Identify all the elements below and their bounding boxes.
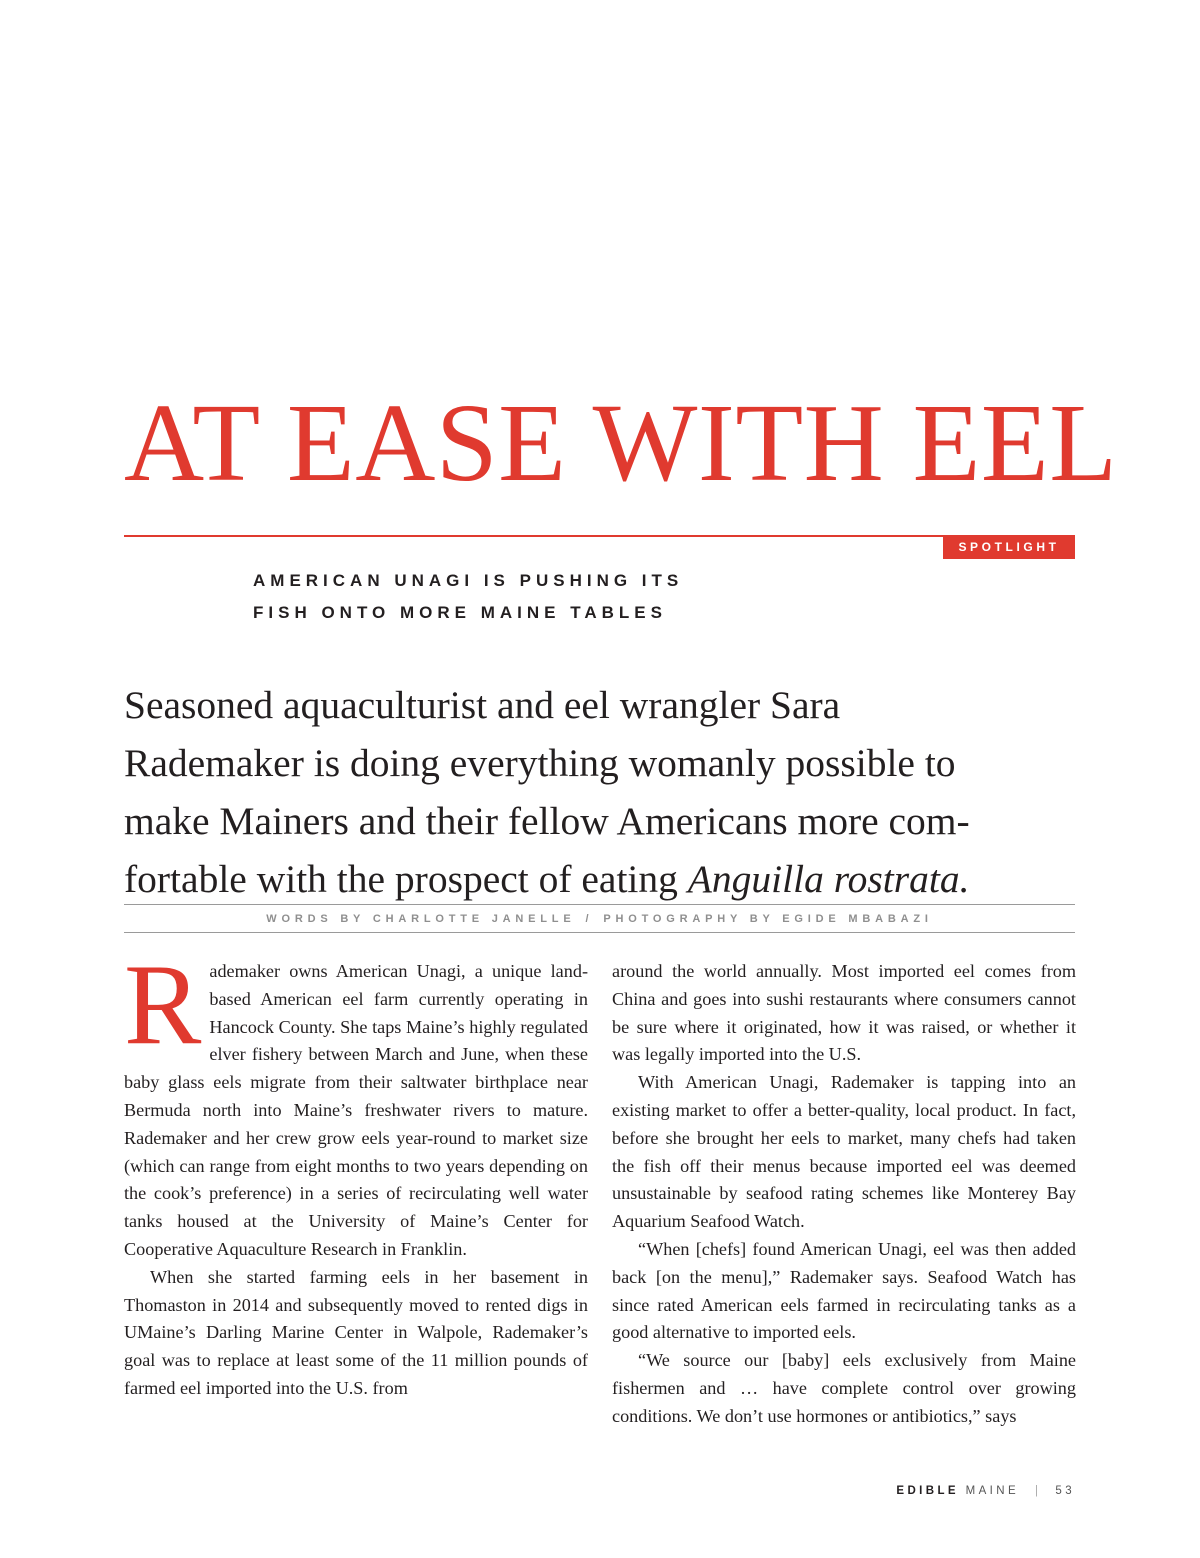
deck-line: Rademaker is doing everything womanly possible to bbox=[124, 741, 956, 785]
body-column-left bbox=[124, 941, 588, 1403]
subhead-line: FISH ONTO MORE MAINE TABLES bbox=[253, 603, 667, 622]
credits-rule-bottom bbox=[124, 932, 1075, 933]
footer-brand: EDIBLE bbox=[896, 1485, 959, 1497]
body-paragraph: “When [chefs] found American Unagi, eel was then added back [on the menu],” Rademaker says. Seafood Watch has since rated American eels farmed in recirculating tanks as a good alternative to imported eels. bbox=[612, 1238, 1076, 1343]
body-paragraph: With American Unagi, Rademaker is tapping into an existing market to offer a better-quality, local product. In fact, before she brought her eels to market, many chefs had taken the fish off their menus because imported eel was deemed unsustainable by seafood rating schemes like Monterey Bay Aquarium Seafood Watch. bbox=[612, 1072, 1076, 1232]
page-number: 53 bbox=[1055, 1485, 1075, 1497]
section-tag: SPOTLIGHT bbox=[943, 536, 1075, 559]
body-paragraph: around the world annually. Most imported eel comes from China and goes into sushi restaurants where consumers cannot be sure where it originated, how it was raised, or whether it was legally imported into the U.S. bbox=[612, 961, 1076, 1065]
footer-divider: | bbox=[1035, 1485, 1042, 1497]
deck-line: Seasoned aquaculturist and eel wrangler Sara bbox=[124, 683, 841, 727]
credits-rule-top bbox=[124, 904, 1075, 905]
page-footer bbox=[896, 1485, 1075, 1497]
body-paragraph bbox=[124, 941, 588, 1264]
body-text: ademaker owns American Unagi, a unique land-based American eel farm currently operating in Hancock County. She taps Maine’s highly regulated elver fishery between March and June, when these baby glass eels migrate from their saltwater birthplace near Bermuda north into Maine’s freshwater rivers to mature. Rademaker and her crew grow eels year-round to market size (which can range from eight months to two years depending on the cook’s preference) in a series of recirculating well water tanks housed at the University of Maine’s Center for Cooperative Aquaculture Research in Franklin. bbox=[124, 961, 588, 1259]
species-name: Anguilla rostrata. bbox=[687, 857, 970, 901]
author-credit: WORDS BY CHARLOTTE JANELLE bbox=[266, 913, 576, 925]
credit-separator: / bbox=[585, 913, 594, 925]
headline-rule bbox=[124, 535, 1075, 537]
subhead bbox=[253, 565, 853, 629]
photo-credit: PHOTOGRAPHY BY EGIDE MBABAZI bbox=[603, 913, 933, 925]
subhead-line: AMERICAN UNAGI IS PUSHING ITS bbox=[253, 571, 684, 590]
byline bbox=[124, 911, 1075, 927]
deck-line-text: fortable with the prospect of eating bbox=[124, 857, 688, 901]
deck-line bbox=[124, 850, 1084, 908]
drop-cap: R bbox=[124, 941, 202, 1069]
body-paragraph: “We source our [baby] eels exclusively from Maine fishermen and … have complete control over growing conditions. We don’t use hormones or antibiotics,” says bbox=[612, 1350, 1076, 1426]
deck-line: make Mainers and their fellow Americans more com- bbox=[124, 799, 970, 843]
footer-publication: MAINE bbox=[965, 1485, 1020, 1497]
body-paragraph: When she started farming eels in her basement in Thomaston in 2014 and subsequently moved to rented digs in UMaine’s Darling Marine Center in Walpole, Rademaker’s goal was to replace at least some of the 11 million pounds of farmed eel imported into the U.S. from bbox=[124, 1266, 588, 1398]
headline: AT EASE WITH EEL bbox=[124, 382, 1118, 505]
deck bbox=[124, 676, 1084, 908]
body-column-right bbox=[612, 958, 1076, 1431]
